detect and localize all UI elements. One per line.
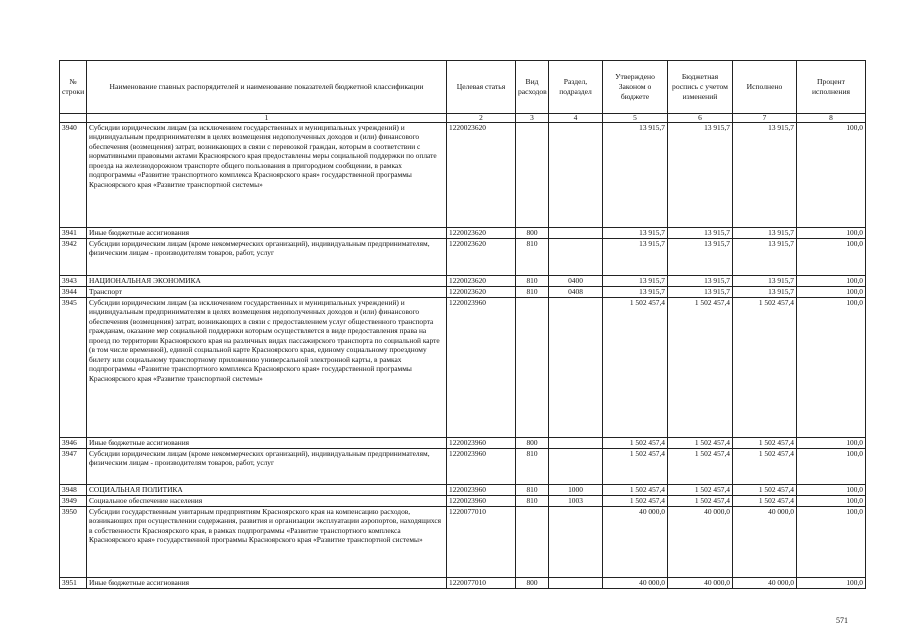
row-expense-type: 810 bbox=[516, 449, 549, 485]
row-expense-type: 810 bbox=[516, 485, 549, 496]
column-number: 3 bbox=[516, 114, 549, 123]
row-approved: 13 915,7 bbox=[603, 287, 668, 298]
row-name: Иные бюджетные ассигнования bbox=[87, 578, 447, 589]
row-name: НАЦИОНАЛЬНАЯ ЭКОНОМИКА bbox=[87, 276, 447, 287]
table-row bbox=[60, 123, 866, 228]
row-expense-type: 810 bbox=[516, 276, 549, 287]
row-percent: 100,0 bbox=[797, 276, 866, 287]
row-percent: 100,0 bbox=[797, 449, 866, 485]
row-budget-schedule: 13 915,7 bbox=[668, 123, 733, 228]
header-approved: Утверждено Законом о бюджете bbox=[603, 61, 668, 114]
row-expense-type bbox=[516, 298, 549, 438]
row-name: Субсидии юридическим лицам (кроме некоммерческих организаций), индивидуальным предпринимателям, физическим лицам - производителям товаров, работ, услуг bbox=[87, 449, 447, 485]
row-expense-type bbox=[516, 123, 549, 228]
row-number: 3941 bbox=[60, 228, 87, 239]
row-number: 3951 bbox=[60, 578, 87, 589]
row-executed: 13 915,7 bbox=[733, 276, 797, 287]
row-number: 3949 bbox=[60, 496, 87, 507]
row-expense-type: 810 bbox=[516, 287, 549, 298]
row-executed: 1 502 457,4 bbox=[733, 485, 797, 496]
table-row bbox=[60, 449, 866, 485]
row-approved: 1 502 457,4 bbox=[603, 438, 668, 449]
row-number: 3947 bbox=[60, 449, 87, 485]
row-expense-type: 810 bbox=[516, 239, 549, 276]
header-target-article: Целевая статья bbox=[447, 61, 516, 114]
row-percent: 100,0 bbox=[797, 239, 866, 276]
row-executed: 13 915,7 bbox=[733, 228, 797, 239]
header-expense-type: Вид расходов bbox=[516, 61, 549, 114]
row-executed: 40 000,0 bbox=[733, 578, 797, 589]
header-row-number: № строки bbox=[60, 61, 87, 114]
row-number: 3944 bbox=[60, 287, 87, 298]
row-budget-schedule: 1 502 457,4 bbox=[668, 298, 733, 438]
row-budget-schedule: 1 502 457,4 bbox=[668, 449, 733, 485]
row-approved: 40 000,0 bbox=[603, 507, 668, 578]
column-number: 5 bbox=[603, 114, 668, 123]
row-expense-type: 800 bbox=[516, 438, 549, 449]
table-row bbox=[60, 276, 866, 287]
row-expense-type: 810 bbox=[516, 496, 549, 507]
header-percent: Процент исполнения bbox=[797, 61, 866, 114]
row-section: 0400 bbox=[549, 276, 603, 287]
row-section: 0408 bbox=[549, 287, 603, 298]
row-target-article: 1220023960 bbox=[447, 449, 516, 485]
row-approved: 13 915,7 bbox=[603, 276, 668, 287]
column-number-row bbox=[60, 114, 866, 123]
row-percent: 100,0 bbox=[797, 485, 866, 496]
table-row bbox=[60, 438, 866, 449]
row-approved: 1 502 457,4 bbox=[603, 298, 668, 438]
header-name: Наименование главных распорядителей и наименование показателей бюджетной классификации bbox=[87, 61, 447, 114]
row-approved: 13 915,7 bbox=[603, 123, 668, 228]
table-row bbox=[60, 239, 866, 276]
column-number: 8 bbox=[797, 114, 866, 123]
row-target-article: 1220077010 bbox=[447, 578, 516, 589]
row-section bbox=[549, 298, 603, 438]
row-percent: 100,0 bbox=[797, 496, 866, 507]
row-number: 3943 bbox=[60, 276, 87, 287]
column-number: 6 bbox=[668, 114, 733, 123]
row-name: Субсидии юридическим лицам (за исключением государственных и муниципальных учреждений) и индивидуальным предпринимателям в целях возмещения недополученных доходов и (или) финансового обеспечения (возмещения) затрат, возникающих в связи с предоставлением услуг общественного транспорта гражданам, оказание мер социальной поддержки которым осуществляется в виде предоставления права на проезд по территории Красноярского края на различных видах пассажирского транспорта по социальной карте (в том числе временной), единой социальной карте Красноярского края, единому социальному проездному билету или социальному транспортному приложению универсальной электронной карты, в рамках подпрограммы «Развитие транспортного комплекса Красноярского края» государственной программы Красноярского края «Развитие транспортной системы» bbox=[87, 298, 447, 438]
row-percent: 100,0 bbox=[797, 287, 866, 298]
row-executed: 1 502 457,4 bbox=[733, 438, 797, 449]
row-target-article: 1220023620 bbox=[447, 123, 516, 228]
header-executed: Исполнено bbox=[733, 61, 797, 114]
row-approved: 13 915,7 bbox=[603, 228, 668, 239]
row-executed: 13 915,7 bbox=[733, 287, 797, 298]
row-number: 3946 bbox=[60, 438, 87, 449]
row-section bbox=[549, 239, 603, 276]
row-expense-type: 800 bbox=[516, 578, 549, 589]
row-approved: 13 915,7 bbox=[603, 239, 668, 276]
page-number: 571 bbox=[836, 616, 848, 625]
row-target-article: 1220023620 bbox=[447, 276, 516, 287]
row-target-article: 1220023620 bbox=[447, 287, 516, 298]
row-name: Социальное обеспечение населения bbox=[87, 496, 447, 507]
header-row bbox=[60, 61, 866, 114]
column-number: 4 bbox=[549, 114, 603, 123]
table-row bbox=[60, 578, 866, 589]
row-section: 1003 bbox=[549, 496, 603, 507]
row-target-article: 1220023960 bbox=[447, 438, 516, 449]
row-executed: 1 502 457,4 bbox=[733, 298, 797, 438]
row-budget-schedule: 13 915,7 bbox=[668, 228, 733, 239]
row-executed: 13 915,7 bbox=[733, 239, 797, 276]
row-name: Иные бюджетные ассигнования bbox=[87, 228, 447, 239]
row-expense-type: 800 bbox=[516, 228, 549, 239]
row-name: Иные бюджетные ассигнования bbox=[87, 438, 447, 449]
row-budget-schedule: 1 502 457,4 bbox=[668, 485, 733, 496]
row-number: 3942 bbox=[60, 239, 87, 276]
row-budget-schedule: 1 502 457,4 bbox=[668, 438, 733, 449]
row-name: Субсидии юридическим лицам (кроме некоммерческих организаций), индивидуальным предпринимателям, физическим лицам - производителям товаров, работ, услуг bbox=[87, 239, 447, 276]
row-percent: 100,0 bbox=[797, 298, 866, 438]
table-row bbox=[60, 496, 866, 507]
row-percent: 100,0 bbox=[797, 578, 866, 589]
header-section: Раздел, подраздел bbox=[549, 61, 603, 114]
header-budget-schedule: Бюджетная роспись с учетом изменений bbox=[668, 61, 733, 114]
table-row bbox=[60, 485, 866, 496]
row-number: 3945 bbox=[60, 298, 87, 438]
table-row bbox=[60, 287, 866, 298]
row-section bbox=[549, 123, 603, 228]
row-approved: 1 502 457,4 bbox=[603, 496, 668, 507]
row-budget-schedule: 13 915,7 bbox=[668, 276, 733, 287]
row-percent: 100,0 bbox=[797, 123, 866, 228]
row-target-article: 1220023620 bbox=[447, 239, 516, 276]
row-section bbox=[549, 449, 603, 485]
row-target-article: 1220077010 bbox=[447, 507, 516, 578]
table-row bbox=[60, 507, 866, 578]
row-section bbox=[549, 228, 603, 239]
row-executed: 40 000,0 bbox=[733, 507, 797, 578]
row-budget-schedule: 1 502 457,4 bbox=[668, 496, 733, 507]
row-budget-schedule: 40 000,0 bbox=[668, 578, 733, 589]
budget-table bbox=[59, 60, 866, 589]
table-body bbox=[60, 114, 866, 589]
row-name: Субсидии государственным унитарным предприятиям Красноярского края на компенсацию расходов, возникающих при осуществлении содержания, развития и организации эксплуатации аэропортов, находящихся в собственности Красноярского края, в рамках подпрограммы «Развитие транспортного комплекса Красноярского края» государственной программы Красноярского края «Развитие транспортной системы» bbox=[87, 507, 447, 578]
row-percent: 100,0 bbox=[797, 507, 866, 578]
row-percent: 100,0 bbox=[797, 438, 866, 449]
row-name: Субсидии юридическим лицам (за исключением государственных и муниципальных учреждений) и индивидуальным предпринимателям в целях возмещения недополученных доходов и (или) финансового обеспечения (возмещения) затрат, возникающих в связи с перевозкой граждан, которым в соответствии с нормативными правовыми актами Красноярского края предоставлены меры социальной поддержки по оплате проезда на железнодорожном транспорте общего пользования в пригородном сообщении, в рамках подпрограммы «Развитие транспортного комплекса Красноярского края» государственной программы Красноярского края «Развитие транспортной системы» bbox=[87, 123, 447, 228]
row-target-article: 1220023960 bbox=[447, 485, 516, 496]
row-approved: 1 502 457,4 bbox=[603, 449, 668, 485]
row-expense-type bbox=[516, 507, 549, 578]
row-executed: 1 502 457,4 bbox=[733, 449, 797, 485]
row-target-article: 1220023960 bbox=[447, 298, 516, 438]
row-name: СОЦИАЛЬНАЯ ПОЛИТИКА bbox=[87, 485, 447, 496]
row-section bbox=[549, 438, 603, 449]
row-number: 3950 bbox=[60, 507, 87, 578]
row-executed: 13 915,7 bbox=[733, 123, 797, 228]
row-section bbox=[549, 578, 603, 589]
column-number: 2 bbox=[447, 114, 516, 123]
row-budget-schedule: 13 915,7 bbox=[668, 287, 733, 298]
column-number: 7 bbox=[733, 114, 797, 123]
row-number: 3940 bbox=[60, 123, 87, 228]
row-section bbox=[549, 507, 603, 578]
column-number bbox=[60, 114, 87, 123]
row-percent: 100,0 bbox=[797, 228, 866, 239]
row-approved: 40 000,0 bbox=[603, 578, 668, 589]
row-name: Транспорт bbox=[87, 287, 447, 298]
row-budget-schedule: 13 915,7 bbox=[668, 239, 733, 276]
row-target-article: 1220023620 bbox=[447, 228, 516, 239]
column-number: 1 bbox=[87, 114, 447, 123]
row-executed: 1 502 457,4 bbox=[733, 496, 797, 507]
row-target-article: 1220023960 bbox=[447, 496, 516, 507]
table-row bbox=[60, 228, 866, 239]
row-number: 3948 bbox=[60, 485, 87, 496]
row-budget-schedule: 40 000,0 bbox=[668, 507, 733, 578]
row-section: 1000 bbox=[549, 485, 603, 496]
table-row bbox=[60, 298, 866, 438]
row-approved: 1 502 457,4 bbox=[603, 485, 668, 496]
